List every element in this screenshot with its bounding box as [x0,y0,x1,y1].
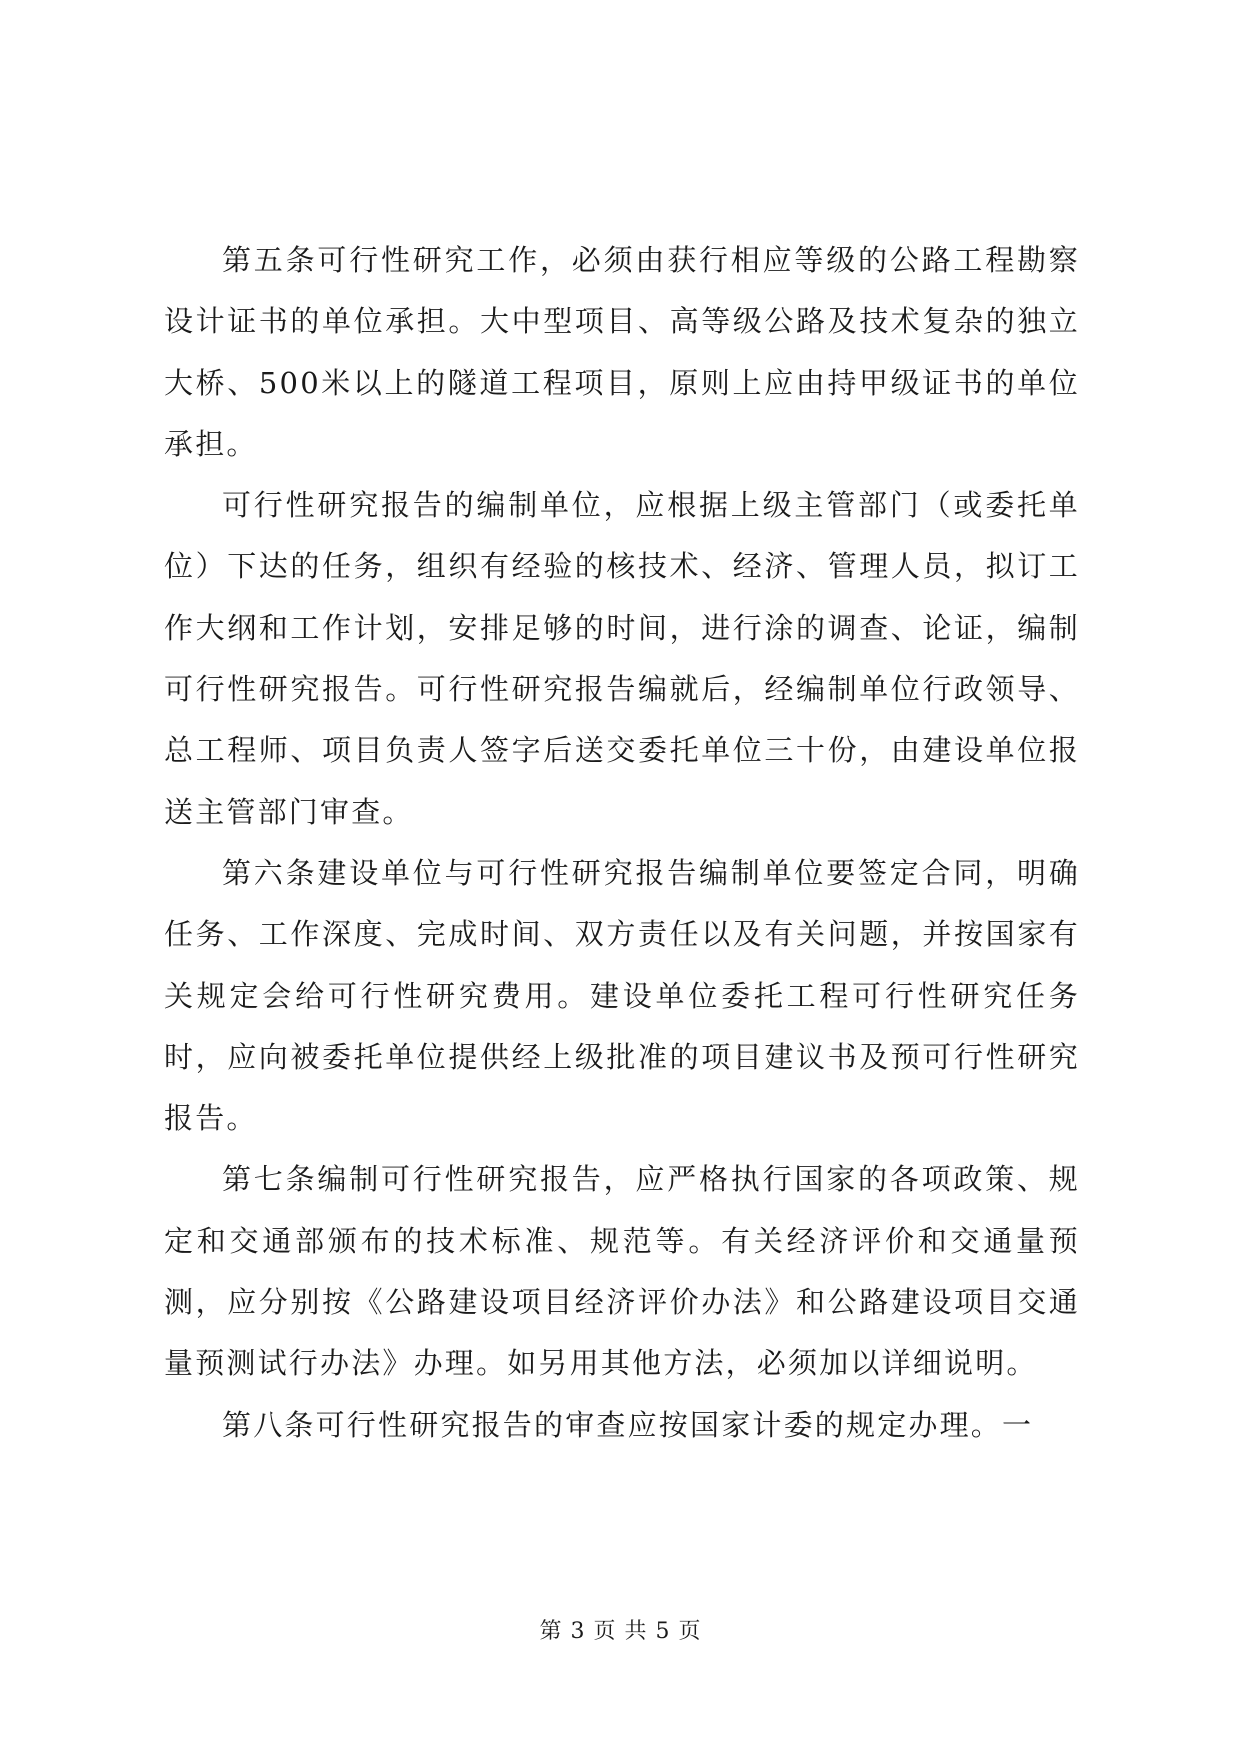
paragraph-article-7: 第七条编制可行性研究报告，应严格执行国家的各项政策、规定和交通部颁布的技术标准、规范等。有关经济评价和交通量预测，应分别按《公路建设项目经济评价办法》和公路建设项目交通量预测试行办法》办理。如另用其他方法，必须加以详细说明。 [164,1162,1080,1381]
page-number-footer: 第 3 页 共 5 页 [539,1619,702,1644]
paragraph-report-compilation: 可行性研究报告的编制单位，应根据上级主管部门（或委托单位）下达的任务，组织有经验的核技术、经济、管理人员，拟订工作大纲和工作计划，安排足够的时间，进行涂的调查、论证，编制可行性研究报告。可行性研究报告编就后，经编制单位行政领导、总工程师、项目负责人签字后送交委托单位三十份，由建设单位报送主管部门审查。 [164,488,1080,829]
document-body [164,230,1080,1456]
paragraph-article-5: 第五条可行性研究工作，必须由获行相应等级的公路工程勘察设计证书的单位承担。大中型项目、高等级公路及技术复杂的独立大桥、500米以上的隧道工程项目，原则上应由持甲级证书的单位承担。 [164,243,1080,461]
paragraph-article-6: 第六条建设单位与可行性研究报告编制单位要签定合同，明确任务、工作深度、完成时间、双方责任以及有关问题，并按国家有关规定会给可行性研究费用。建设单位委托工程可行性研究任务时，应向被委托单位提供经上级批准的项目建议书及预可行性研究报告。 [164,855,1080,1136]
paragraph-article-8: 第八条可行性研究报告的审查应按国家计委的规定办理。一 [222,1407,1034,1442]
